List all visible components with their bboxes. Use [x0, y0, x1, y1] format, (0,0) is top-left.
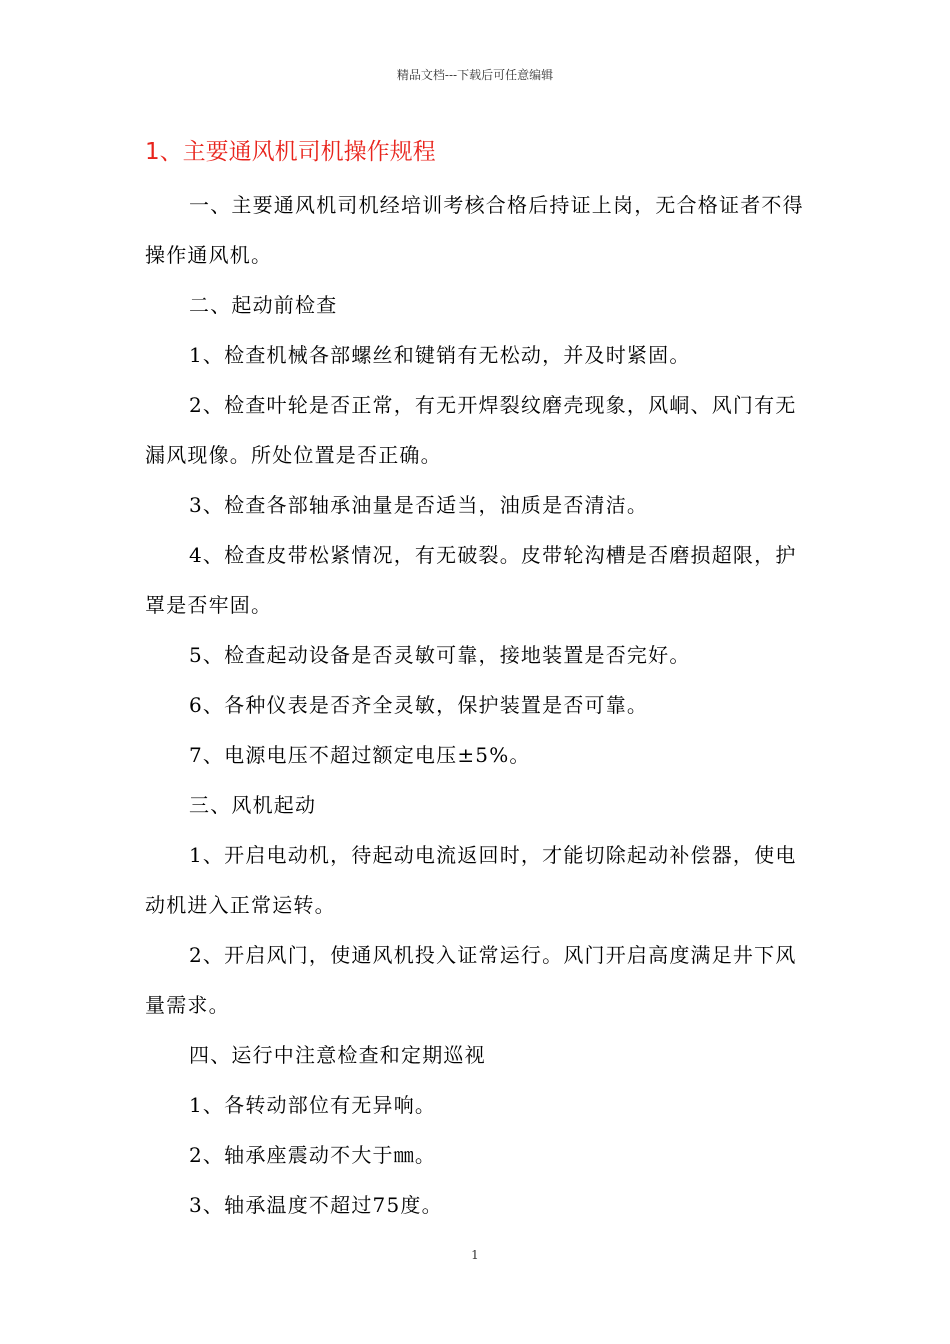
- paragraph: 5、检查起动设备是否灵敏可靠，接地装置是否完好。: [189, 643, 691, 667]
- paragraph: 1、检查机械各部螺丝和键销有无松动，并及时紧固。: [189, 343, 691, 367]
- paragraph: 1、开启电动机，待起动电流返回时，才能切除起动补偿器，使电动机进入正常运转。: [145, 843, 797, 917]
- section-heading: 三、风机起动: [189, 793, 317, 817]
- paragraph: 3、轴承温度不超过75度。: [189, 1193, 443, 1217]
- paragraph: 2、检查叶轮是否正常，有无开焊裂纹磨壳现象，风峒、风门有无漏风现像。所处位置是否正确。: [145, 393, 797, 467]
- paragraph: 3、检查各部轴承油量是否适当，油质是否清洁。: [189, 493, 649, 517]
- paragraph: 2、轴承座震动不大于㎜。: [189, 1143, 437, 1167]
- paragraph: 6、各种仪表是否齐全灵敏，保护装置是否可靠。: [189, 693, 649, 717]
- paragraph: 2、开启风门，使通风机投入证常运行。风门开启高度满足井下风量需求。: [145, 943, 797, 1017]
- section-heading: 二、起动前检查: [189, 293, 338, 317]
- paragraph: 7、电源电压不超过额定电压±5%。: [189, 743, 531, 767]
- page-header: 精品文档---下载后可任意编辑: [396, 68, 554, 82]
- document-title: 1、主要通风机司机操作规程: [145, 139, 436, 165]
- paragraph: 4、检查皮带松紧情况，有无破裂。皮带轮沟槽是否磨损超限，护罩是否牢固。: [145, 543, 797, 617]
- section-heading: 四、运行中注意检查和定期巡视: [189, 1043, 486, 1067]
- paragraph: 一、主要通风机司机经培训考核合格后持证上岗，无合格证者不得操作通风机。: [145, 193, 804, 267]
- page-number: 1: [471, 1248, 479, 1262]
- paragraph: 1、各转动部位有无异响。: [189, 1093, 437, 1117]
- document-body: [145, 130, 810, 1230]
